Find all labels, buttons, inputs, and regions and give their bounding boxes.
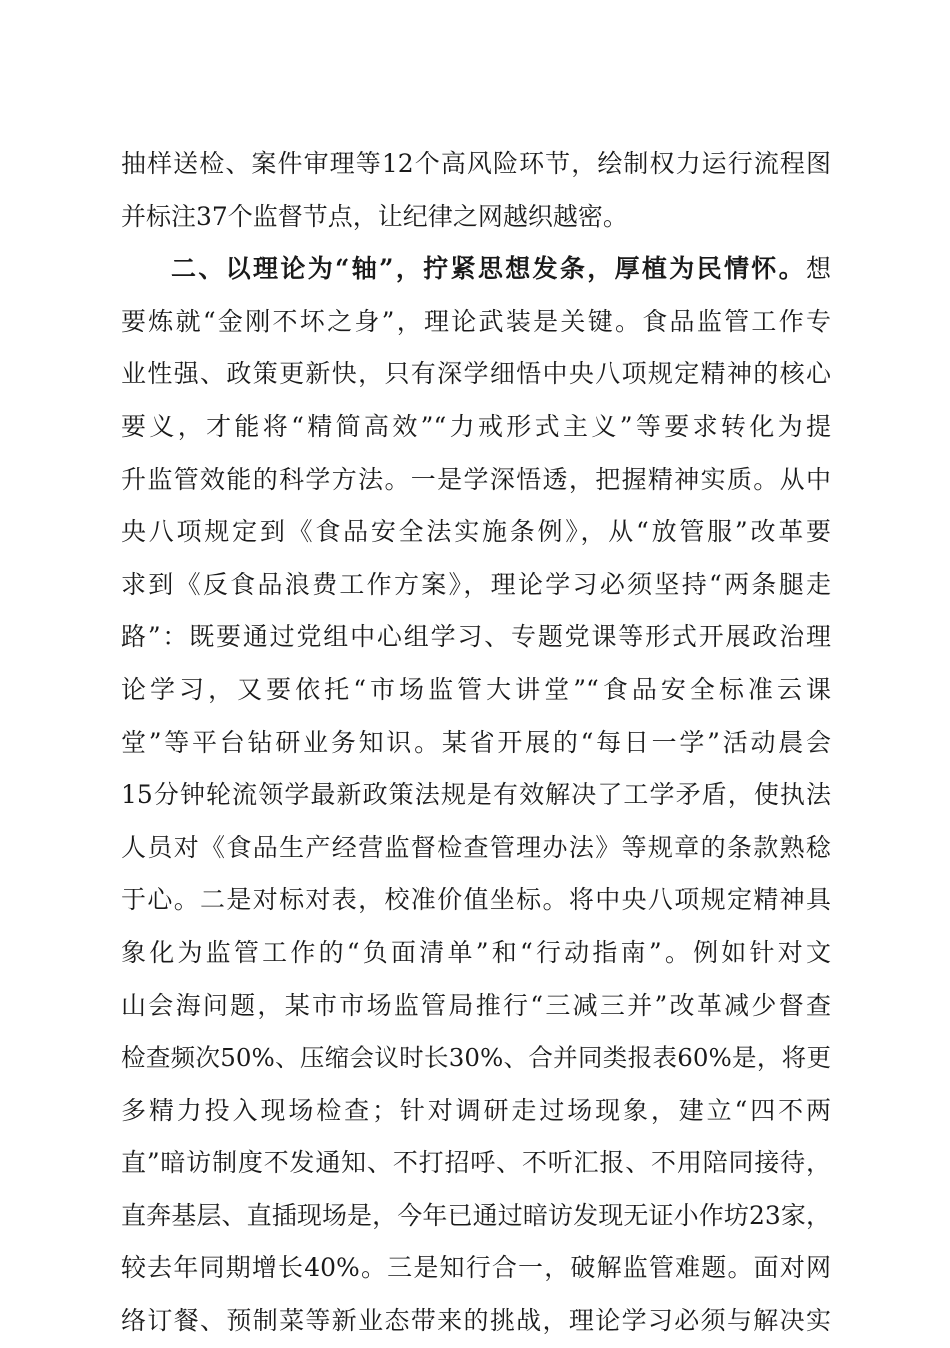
text-line: 山会海问题，某市市场监管局推行“三减三并”改革减少督查 — [121, 990, 831, 1020]
text-line: 并标注37个监督节点，让纪律之网越织越密。 — [121, 201, 628, 231]
text-line: 络订餐、预制菜等新业态带来的挑战，理论学习必须与解决实 — [121, 1306, 831, 1336]
text-line: 15分钟轮流领学最新政策法规是有效解决了工学矛盾，使执法 — [121, 780, 831, 810]
text-line: 于心。二是对标对表，校准价值坐标。将中央八项规定精神具 — [121, 885, 831, 915]
text-line: 升监管效能的科学方法。一是学深悟透，把握精神实质。从中 — [121, 464, 831, 494]
text-line: 论学习，又要依托“市场监管大讲堂”“食品安全标准云课 — [121, 674, 831, 704]
text-line: 要义，才能将“精简高效”“力戒形式主义”等要求转化为提 — [121, 411, 831, 441]
text-line: 求到《反食品浪费工作方案》，理论学习必须坚持“两条腿走 — [121, 569, 831, 599]
text-line: 较去年同期增长40%。三是知行合一，破解监管难题。面对网 — [121, 1253, 831, 1283]
text-line: 象化为监管工作的“负面清单”和“行动指南”。例如针对文 — [121, 937, 831, 967]
text-line: 检查频次50%、压缩会议时长30%、合并同类报表60%是，将更 — [121, 1043, 831, 1073]
text-line: 抽样送检、案件审理等12个高风险环节，绘制权力运行流程图 — [121, 149, 831, 178]
text-fragment: 想 — [805, 254, 831, 284]
text-line: 业性强、政策更新快，只有深学细悟中央八项规定精神的核心 — [121, 359, 831, 389]
text-line: 多精力投入现场检查；针对调研走过场现象，建立“四不两 — [121, 1095, 831, 1125]
text-line: 直奔基层、直插现场是，今年已通过暗访发现无证小作坊23家， — [121, 1200, 831, 1230]
text-line: 人员对《食品生产经营监督检查管理办法》等规章的条款熟稔 — [121, 832, 831, 862]
text-line: 央八项规定到《食品安全法实施条例》，从“放管服”改革要 — [121, 517, 831, 547]
section-heading: 二、以理论为“轴”，拧紧思想发条，厚植为民情怀。 — [171, 254, 806, 284]
document-page — [121, 138, 831, 1348]
text-line: 路”：既要通过党组中心组学习、专题党课等形式开展政治理 — [121, 622, 831, 652]
text-line: 要炼就“金刚不坏之身”，理论武装是关键。食品监管工作专 — [121, 306, 831, 336]
section-heading-line — [121, 243, 831, 296]
text-line: 堂”等平台钻研业务知识。某省开展的“每日一学”活动晨会 — [121, 727, 831, 757]
text-line: 直”暗访制度不发通知、不打招呼、不听汇报、不用陪同接待， — [121, 1148, 831, 1178]
